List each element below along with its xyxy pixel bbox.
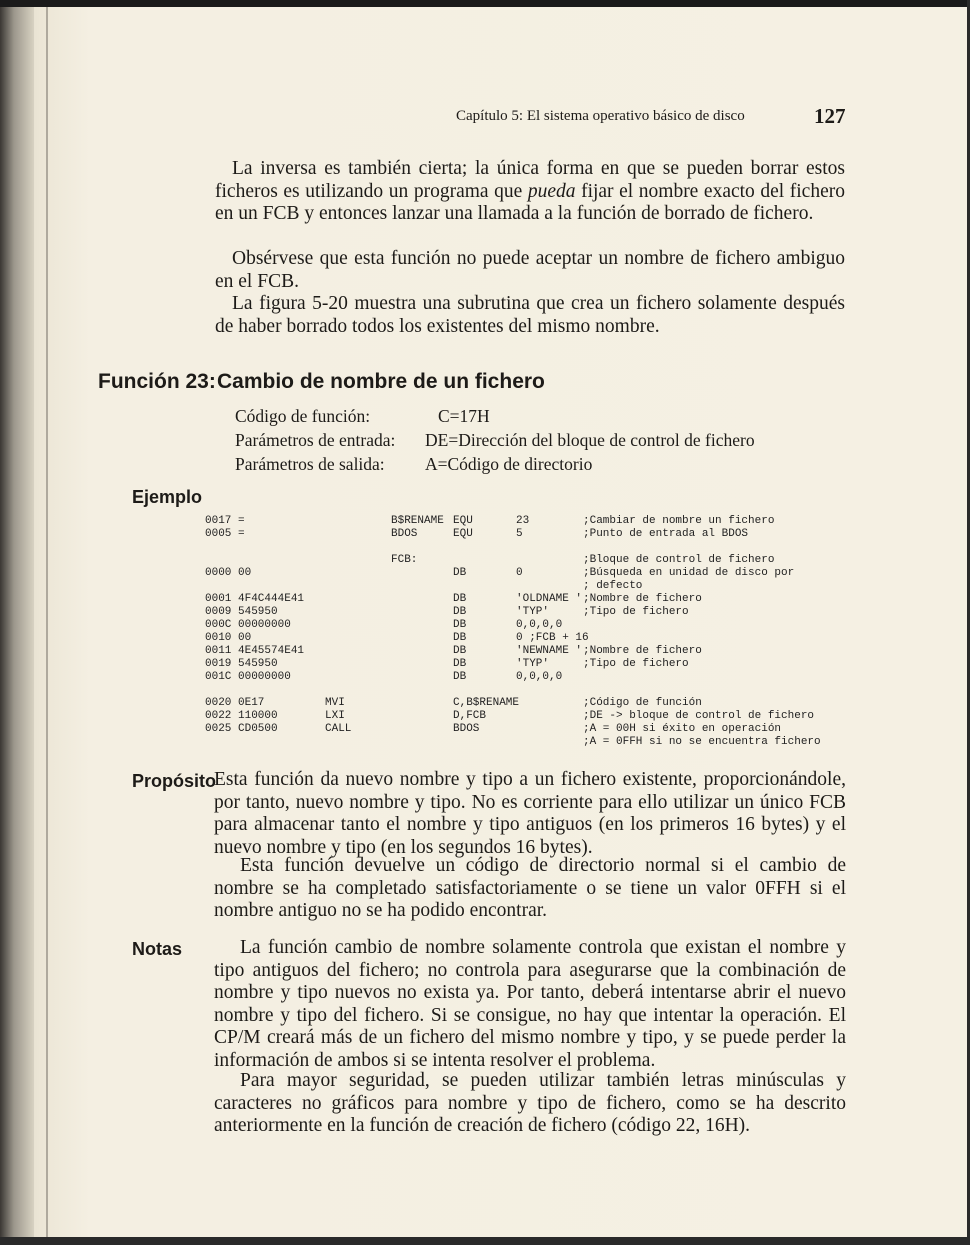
- code-lab: CALL: [325, 723, 352, 735]
- code-addr: 0011 4E45574E41: [205, 645, 305, 657]
- code-line: [205, 593, 845, 606]
- code-oper: D,FCB: [453, 710, 487, 722]
- label-ejemplo: Ejemplo: [132, 487, 203, 507]
- code-addr: 000C 00000000: [205, 619, 291, 631]
- intro-p1-text-b: fijar el nombre exacto del fichero en un FCB y entonces lanzar una llamada a la función de borrado de fichero.: [215, 180, 845, 224]
- label-notas: Notas: [132, 939, 183, 959]
- label-proposito: Propósito: [132, 771, 216, 791]
- code-line: [205, 632, 845, 645]
- code-op: FCB:: [391, 554, 418, 566]
- code-addr: 001C 00000000: [205, 671, 291, 683]
- code-oper: DB: [453, 606, 467, 618]
- code-line: [205, 723, 845, 736]
- code-cmt: ;Código de función: [583, 697, 702, 709]
- function-title: Cambio de nombre de un fichero: [217, 370, 545, 393]
- intro-p1-text-a: La inversa es también cierta; la única forma en que se pueden borrar estos ficheros es utilizando un programa que: [215, 158, 845, 202]
- code-listing: [205, 515, 845, 760]
- code-arg: 'TYP': [516, 606, 550, 618]
- code-arg: 5: [516, 528, 523, 540]
- code-addr: 0001 4F4C444E41: [205, 593, 305, 605]
- code-line: [205, 645, 845, 658]
- code-line: [205, 567, 845, 580]
- param-label: Parámetros de entrada:: [235, 430, 396, 450]
- code-oper: DB: [453, 567, 467, 579]
- code-addr: 0019 545950: [205, 658, 278, 670]
- page-number: 127: [814, 104, 846, 128]
- proposito-paragraph-1: Esta función da nuevo nombre y tipo a un fichero existente, proporcionándole, por tanto, nuevo nombre y tipo. No es corriente para ello utilizar un único FCB para almacenar tanto el nombre y tipo antiguos (en los primeros 16 bytes) y el nuevo nombre y tipo (en los segundos 16 bytes).: [214, 769, 846, 858]
- code-cmt: ;DE -> bloque de control de fichero: [583, 710, 815, 722]
- gutter-line: [46, 0, 48, 1245]
- code-cmt: ;Tipo de fichero: [583, 606, 689, 618]
- code-addr: 0017 =: [205, 515, 245, 527]
- code-line: [205, 710, 845, 723]
- code-arg: 'NEWNAME ': [516, 645, 583, 657]
- code-arg: 'OLDNAME ': [516, 593, 583, 605]
- notas-paragraph-2: Para mayor seguridad, se pueden utilizar también letras minúsculas y caracteres no gráficos para nombre y tipo de fichero, como se ha descrito anteriormente en la función de creación de fichero (código 22, 16H).: [214, 1070, 846, 1136]
- intro-p1-emphasis: pueda: [527, 180, 576, 202]
- code-line: [205, 580, 845, 593]
- chapter-title: Capítulo 5: El sistema operativo básico de disco: [456, 108, 745, 124]
- code-addr: 0000 00: [205, 567, 252, 579]
- function-number: Función 23:: [98, 370, 216, 393]
- book-spine-shadow: [0, 0, 34, 1245]
- code-lab: MVI: [325, 697, 345, 709]
- param-row: [235, 452, 855, 476]
- code-line: [205, 671, 845, 684]
- code-arg: 0 ;FCB + 16: [516, 632, 589, 644]
- code-cmt: ; defecto: [583, 580, 643, 592]
- code-lab: LXI: [325, 710, 345, 722]
- code-oper: DB: [453, 671, 467, 683]
- code-cmt: ;Bloque de control de fichero: [583, 554, 775, 566]
- code-addr: 0022 110000: [205, 710, 278, 722]
- code-oper: DB: [453, 619, 467, 631]
- code-cmt: ;Tipo de fichero: [583, 658, 689, 670]
- code-arg: 'TYP': [516, 658, 550, 670]
- code-arg: 0,0,0,0: [516, 619, 563, 631]
- code-oper: DB: [453, 632, 467, 644]
- code-cmt: ;Búsqueda en unidad de disco por: [583, 567, 795, 579]
- param-value: C=17H: [438, 406, 490, 426]
- code-arg: 0,0,0,0: [516, 671, 563, 683]
- code-arg: 0: [516, 567, 523, 579]
- intro-paragraph-3: La figura 5-20 muestra una subrutina que crea un fichero solamente después de haber borrado todos los existentes del mismo nombre.: [215, 293, 845, 337]
- code-cmt: ;Nombre de fichero: [583, 593, 702, 605]
- code-line: [205, 554, 845, 567]
- proposito-paragraph-2: Esta función devuelve un código de directorio normal si el cambio de nombre se ha completado satisfactoriamente o se tiene un valor 0FFH si el nombre antiguo no se ha podido encontrar.: [214, 855, 846, 921]
- param-label: Código de función:: [235, 406, 371, 426]
- param-value: A=Código de directorio: [425, 454, 593, 474]
- code-cmt: ;A = 00H si éxito en operación: [583, 723, 782, 735]
- code-addr: 0009 545950: [205, 606, 278, 618]
- section-heading: [98, 370, 658, 398]
- code-oper: EQU: [453, 515, 473, 527]
- param-value: DE=Dirección del bloque de control de fichero: [425, 430, 755, 450]
- param-row: [235, 404, 855, 428]
- code-line: [205, 606, 845, 619]
- intro-paragraph-2: Obsérvese que esta función no puede aceptar un nombre de fichero ambiguo en el FCB.: [215, 248, 845, 292]
- code-line: [205, 515, 845, 528]
- code-line: [205, 658, 845, 671]
- code-addr: 0025 CD0500: [205, 723, 278, 735]
- code-oper: DB: [453, 658, 467, 670]
- code-addr: 0010 00: [205, 632, 252, 644]
- code-oper: DB: [453, 645, 467, 657]
- code-oper: DB: [453, 593, 467, 605]
- running-header: [456, 104, 846, 128]
- intro-paragraph-1: [215, 158, 845, 226]
- code-addr: 0020 0E17: [205, 697, 265, 709]
- code-cmt: ;Punto de entrada al BDOS: [583, 528, 749, 540]
- code-cmt: ;Cambiar de nombre un fichero: [583, 515, 775, 527]
- bottom-scan-edge: [0, 1237, 970, 1245]
- code-line: [205, 528, 845, 541]
- code-cmt: ;Nombre de fichero: [583, 645, 702, 657]
- top-scan-edge: [0, 0, 970, 7]
- parameters-block: [235, 404, 855, 476]
- code-addr: 0005 =: [205, 528, 245, 540]
- code-line: [205, 619, 845, 632]
- code-oper: EQU: [453, 528, 473, 540]
- code-op: BDOS: [391, 528, 418, 540]
- code-oper: BDOS: [453, 723, 480, 735]
- param-row: [235, 428, 855, 452]
- notas-paragraph-1: La función cambio de nombre solamente controla que existan el nombre y tipo antiguos del fichero; no controla para asegurarse que la combinación de nombre y tipo nuevos no exista ya. Por tanto, deberá intentarse abrir el nuevo nombre y tipo del fichero. Si se consigue, no hay que intentar la operación. El CP/M creará más de un fichero del mismo nombre y tipo, y se puede perder la información de ambos si se intenta resolver el problema.: [214, 937, 846, 1071]
- code-line: [205, 736, 845, 749]
- code-oper: C,B$RENAME: [453, 697, 520, 709]
- code-line: [205, 697, 845, 710]
- code-op: B$RENAME: [391, 515, 444, 527]
- code-cmt: ;A = 0FFH si no se encuentra fichero: [583, 736, 821, 748]
- param-label: Parámetros de salida:: [235, 454, 385, 474]
- code-arg: 23: [516, 515, 530, 527]
